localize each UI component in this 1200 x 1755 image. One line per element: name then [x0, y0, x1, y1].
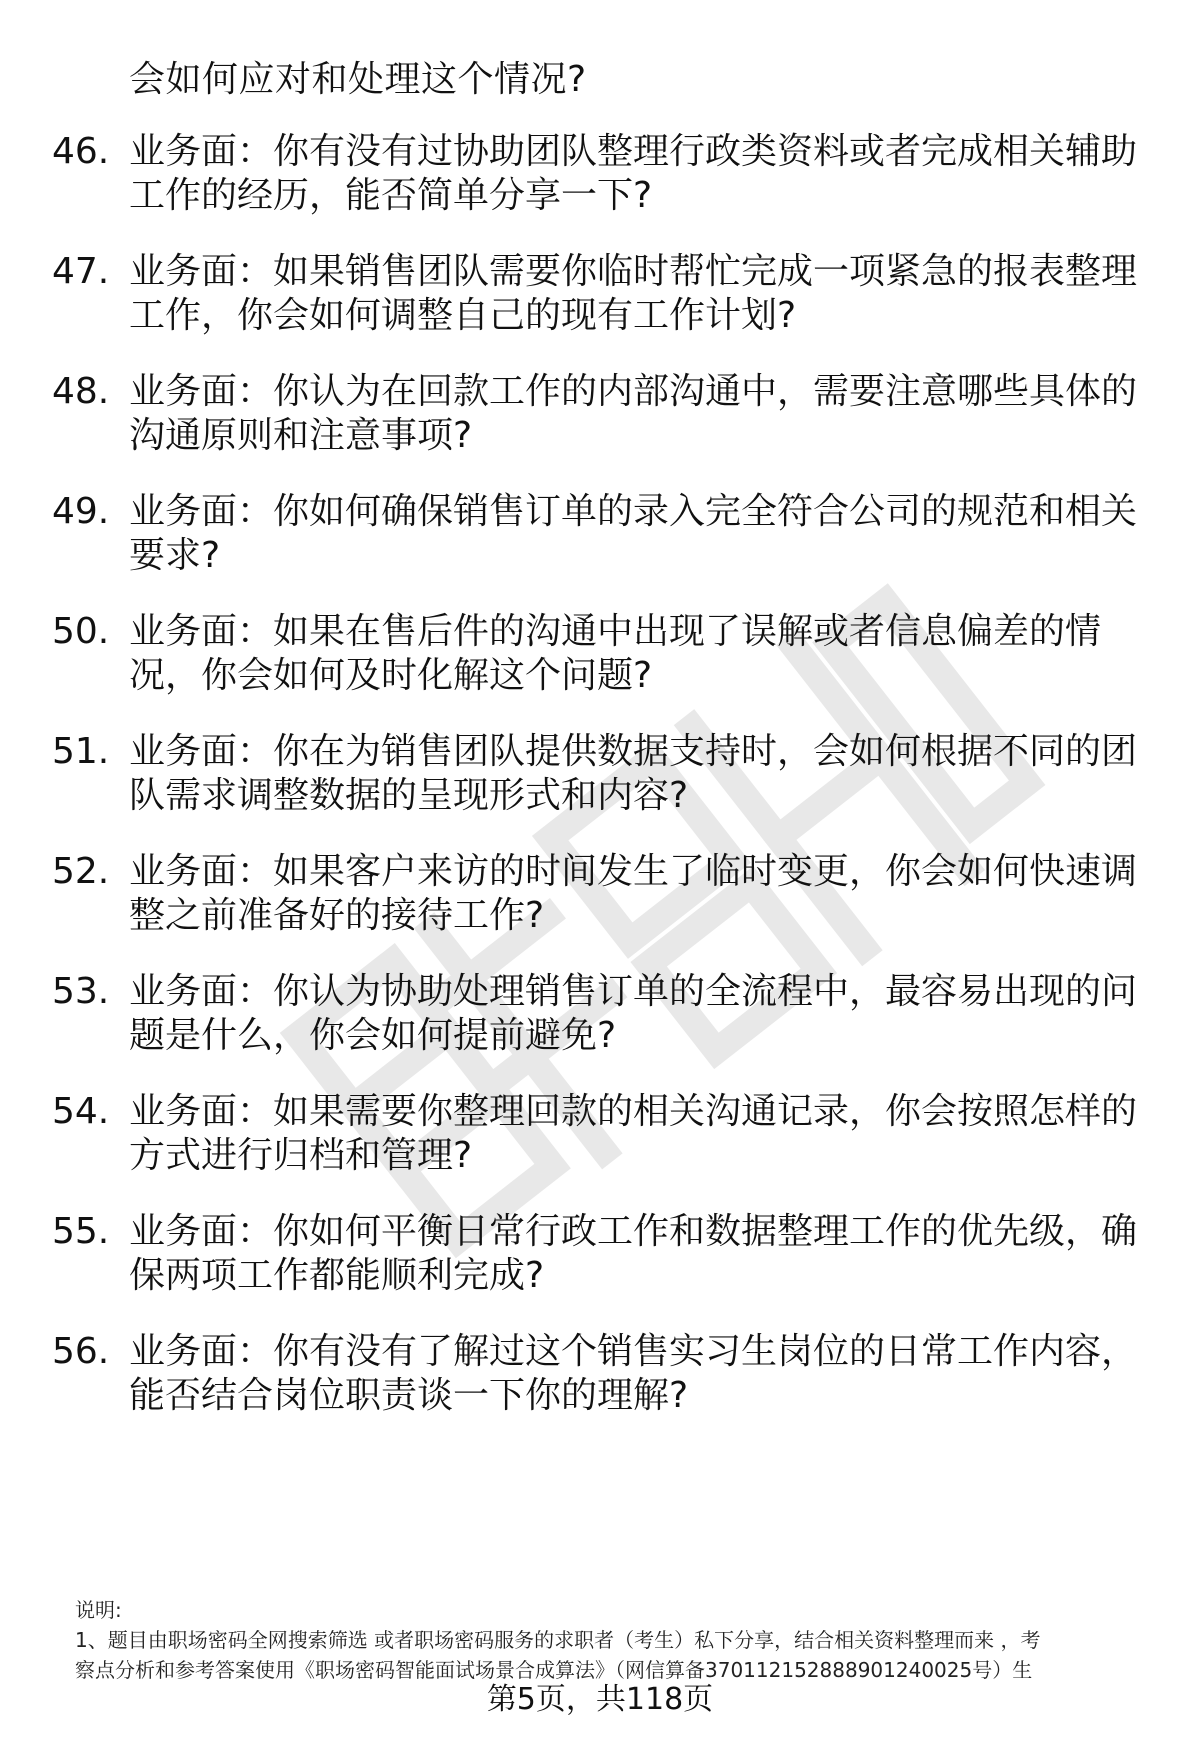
question-line: 工作，你会如何调整自己的现有工作计划?	[129, 295, 797, 336]
question-text	[129, 1330, 1139, 1418]
question-line: 业务面：你认为在回款工作的内部沟通中，需要注意哪些具体的	[129, 371, 1138, 412]
question-line: 整之前准备好的接待工作?	[129, 895, 545, 936]
question-number: 50.	[52, 611, 110, 652]
question-line: 业务面：如果销售团队需要你临时帮忙完成一项紧急的报表整理	[129, 251, 1138, 292]
question-number: 49.	[52, 491, 110, 532]
question-text	[129, 130, 1139, 218]
page-number: 第5页，共118页	[486, 1682, 714, 1717]
question-number: 51.	[52, 731, 110, 772]
notes-line: 察点分析和参考答案使用《职场密码智能面试场景合成算法》（网信算备370112152888901240025号）生	[75, 1658, 1033, 1682]
question-text	[129, 490, 1139, 578]
question-line: 业务面：你认为协助处理销售订单的全流程中，最容易出现的问	[129, 971, 1138, 1012]
question-line: 业务面：如果需要你整理回款的相关沟通记录，你会按照怎样的	[129, 1091, 1138, 1132]
question-line: 业务面：你有没有过协助团队整理行政类资料或者完成相关辅助	[129, 131, 1138, 172]
question-text	[129, 850, 1139, 938]
question-line: 队需求调整数据的呈现形式和内容?	[129, 775, 689, 816]
question-text	[129, 370, 1139, 458]
question-line: 能否结合岗位职责谈一下你的理解?	[129, 1375, 689, 1416]
question-line: 业务面：你有没有了解过这个销售实习生岗位的日常工作内容，	[129, 1331, 1138, 1372]
question-text	[129, 730, 1139, 818]
continued-question-line: 会如何应对和处理这个情况?	[129, 59, 587, 100]
question-line: 业务面：你如何确保销售订单的录入完全符合公司的规范和相关	[129, 491, 1138, 532]
question-text	[129, 610, 1139, 698]
question-line: 况，你会如何及时化解这个问题?	[129, 655, 653, 696]
question-line: 业务面：你在为销售团队提供数据支持时，会如何根据不同的团	[129, 731, 1138, 772]
question-text	[129, 970, 1139, 1058]
question-text	[129, 1090, 1139, 1178]
question-line: 业务面：你如何平衡日常行政工作和数据整理工作的优先级，确	[129, 1211, 1138, 1252]
question-number: 52.	[52, 851, 110, 892]
question-line: 要求?	[129, 535, 221, 576]
question-number: 46.	[52, 131, 110, 172]
notes-heading: 说明:	[75, 1598, 122, 1622]
question-number: 53.	[52, 971, 110, 1012]
question-line: 工作的经历，能否简单分享一下?	[129, 175, 653, 216]
question-line: 方式进行归档和管理?	[129, 1135, 473, 1176]
question-number: 54.	[52, 1091, 110, 1132]
question-line: 业务面：如果客户来访的时间发生了临时变更，你会如何快速调	[129, 851, 1138, 892]
question-line: 保两项工作都能顺利完成?	[129, 1255, 545, 1296]
question-number: 48.	[52, 371, 110, 412]
question-line: 沟通原则和注意事项?	[129, 415, 473, 456]
question-line: 业务面：如果在售后件的沟通中出现了误解或者信息偏差的情	[129, 611, 1102, 652]
question-number: 55.	[52, 1211, 110, 1252]
question-number: 56.	[52, 1331, 110, 1372]
question-text	[129, 1210, 1139, 1298]
question-text	[129, 250, 1139, 338]
notes-line: 1、题目由职场密码全网搜索筛选 或者职场密码服务的求职者（考生）私下分享，结合相关资料整理而来 ，考	[75, 1628, 1041, 1652]
question-number: 47.	[52, 251, 110, 292]
question-line: 题是什么，你会如何提前避免?	[129, 1015, 617, 1056]
notes-section	[75, 1595, 1155, 1685]
